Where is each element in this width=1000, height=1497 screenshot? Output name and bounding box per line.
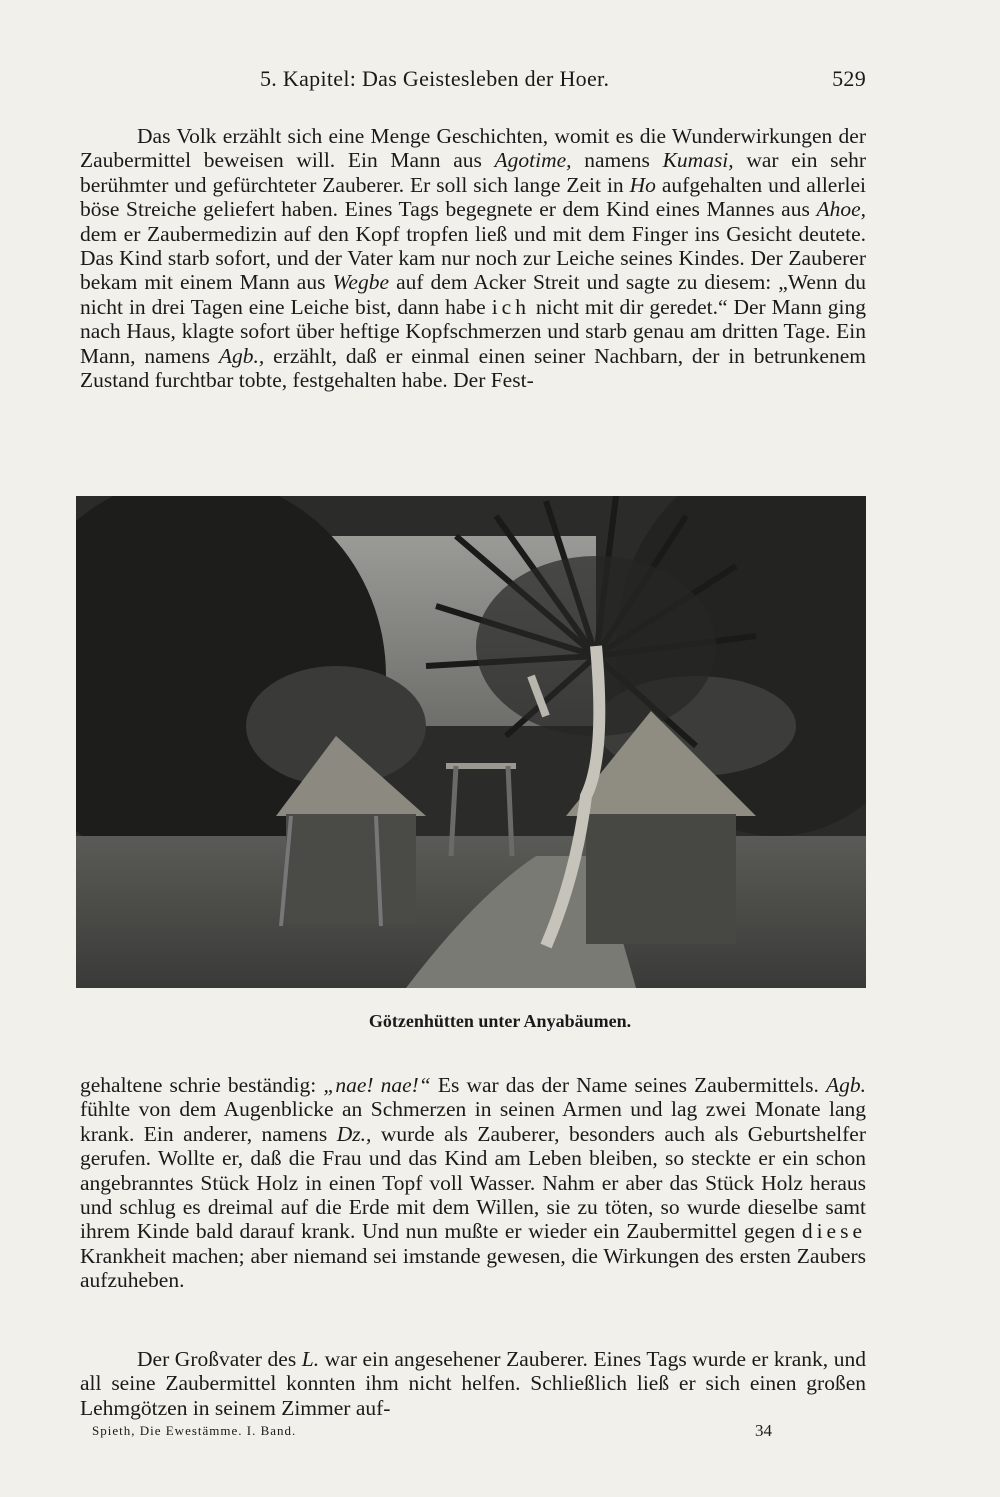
place-name: Wegbe [332, 270, 390, 295]
text-run: erzählt, daß er einmal einen seiner Nachbarn, der in betrunkenem Zustand furchtbar tobte, festgehalten habe. Der Fest- [80, 343, 866, 393]
person-name: Dz., [336, 1121, 372, 1146]
place-name: Ho [629, 172, 656, 197]
paragraph-3 [80, 1347, 866, 1420]
running-header [80, 66, 866, 100]
text-run: war ein sehr berühmter und gefürchteter Zauberer. Er soll sich lange Zeit in [80, 148, 866, 197]
quoted-name: „nae! nae!“ [323, 1073, 431, 1097]
text-run: auf dem Acker Streit und sagte zu diesem: „Wenn du nicht in drei Tagen eine Leiche bist, dann habe [80, 270, 866, 319]
figure-caption: Götzenhütten unter Anyabäumen. [368, 1011, 632, 1031]
page-number: 529 [832, 66, 866, 91]
text-run: Krankheit machen; aber niemand sei imstande gewesen, die Wirkungen des ersten Zaubers aufzuheben. [80, 1243, 866, 1293]
text-run: gehaltene schrie beständig: [80, 1073, 324, 1097]
photo-figure [76, 496, 866, 988]
page-footer [92, 1421, 772, 1443]
text-run: war ein angesehener Zauberer. Eines Tags wurde er krank, und all seine Zaubermittel konnten ihm nicht helfen. Schließlich ließ er sich einen großen Lehmgötzen in seinem Zimmer auf- [80, 1347, 867, 1420]
photo-idol-huts [76, 496, 866, 988]
chapter-title: 5. Kapitel: Das Geistesleben der Hoer. [260, 66, 610, 91]
text-run: Das Volk erzählt sich eine Menge Geschichten, womit es die Wunderwirkungen der Zaubermittel beweisen will. Ein Mann aus [80, 124, 866, 173]
text-run: dem er Zaubermedizin auf den Kopf tropfen ließ und mit dem Finger ins Gesicht deutete. Das Kind starb sofort, und der Vater kam nur noch zur Leiche seines Kindes. Der Zauberer bekam mit einem Mann aus [80, 221, 866, 295]
place-name: Agotime, [494, 148, 572, 173]
person-name: Kumasi, [662, 148, 734, 173]
text-run: wurde als Zauberer, besonders auch als Geburtshelfer gerufen. Wollte er, daß die Frau und das Kind am Leben bleiben, so steckte er ein schon angebranntes Stück Holz in einen Topf voll Wasser. Nahm er aber das Stück Holz heraus und schlug es dreimal auf die Erde mit dem Willen, sie zu töten, so wurde dieselbe samt ihrem Kinde bald darauf krank. Und nun mußte er wieder ein Zaubermittel gegen [80, 1121, 866, 1244]
text-run: nicht mit dir geredet.“ Der Mann ging nach Haus, klagte sofort über heftige Kopfschmerzen und starb genau am dritten Tage. Ein Mann, namens [80, 294, 866, 368]
text-run: fühlte von dem Augenblicke an Schmerzen in seinen Armen und lag zwei Monate lang krank. Ein anderer, namens [80, 1097, 866, 1146]
place-name: Ahoe, [816, 197, 866, 222]
emphasis-spaced: diese [801, 1219, 866, 1244]
person-name: L. [301, 1347, 320, 1371]
footer-source: Spieth, Die Ewestämme. I. Band. [92, 1423, 297, 1438]
text-run: namens [571, 148, 663, 173]
text-run: aufgehalten und allerlei böse Streiche geliefert haben. Eines Tags begegnete er dem Kind eines Mannes aus [80, 172, 866, 222]
text-run: Der Großvater des [137, 1347, 302, 1371]
person-name: Agb., [218, 343, 265, 368]
paragraph-2 [80, 1073, 866, 1293]
sheet-number: 34 [755, 1421, 772, 1440]
paragraph-1 [80, 124, 866, 392]
text-run: Es war das der Name seines Zaubermittels. [430, 1073, 826, 1097]
emphasis-spaced: ich [491, 294, 530, 319]
person-name: Agb. [826, 1073, 867, 1097]
